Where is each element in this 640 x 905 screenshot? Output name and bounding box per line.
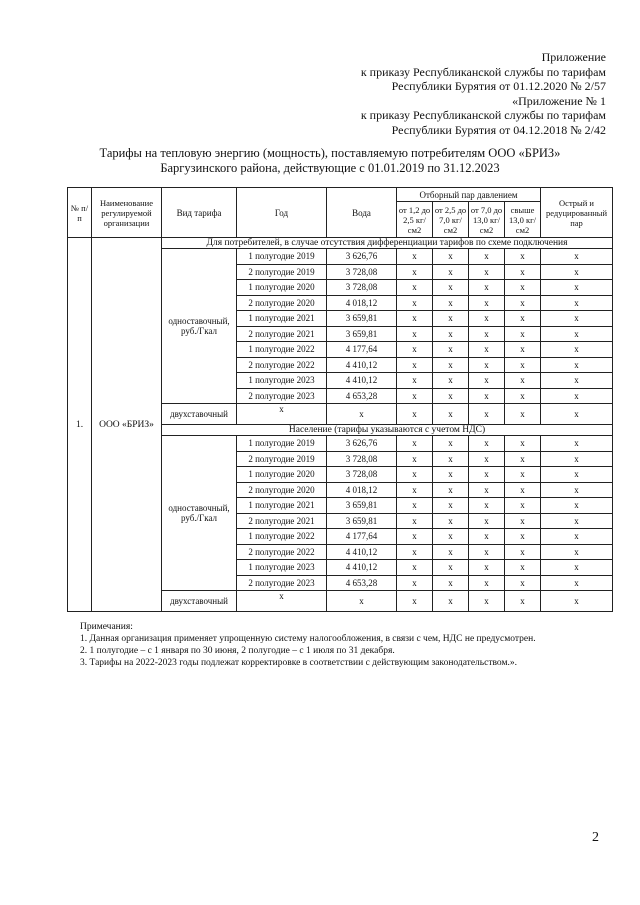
- header-line: Приложение: [541, 50, 606, 64]
- steam-cell: х: [433, 575, 469, 591]
- steam-cell: х: [433, 451, 469, 467]
- steam-cell: х: [397, 451, 433, 467]
- tariff-type-single: одноставочный, руб./Гкал: [162, 436, 237, 591]
- steam-cell: х: [541, 388, 613, 404]
- header-year: Год: [237, 188, 327, 238]
- water-tariff-cell: 3 626,76: [327, 249, 397, 265]
- steam-cell: х: [469, 264, 505, 280]
- steam-cell: х: [469, 467, 505, 483]
- steam-cell: х: [505, 436, 541, 452]
- period-cell: 2 полугодие 2023: [237, 575, 327, 591]
- period-cell: 2 полугодие 2019: [237, 264, 327, 280]
- steam-cell: х: [469, 451, 505, 467]
- steam-cell: х: [505, 264, 541, 280]
- double-rate-cell: х: [469, 591, 505, 612]
- steam-cell: х: [397, 280, 433, 296]
- period-cell: 1 полугодие 2020: [237, 280, 327, 296]
- header-org: Наименование регулируемой организации: [92, 188, 162, 238]
- water-tariff-cell: 4 653,28: [327, 388, 397, 404]
- steam-cell: х: [541, 264, 613, 280]
- steam-cell: х: [433, 311, 469, 327]
- header-line: Республики Бурятия от 04.12.2018 № 2/42: [391, 122, 606, 137]
- section-title: Население (тарифы указываются с учетом НДС): [162, 425, 613, 436]
- period-cell: 1 полугодие 2022: [237, 342, 327, 358]
- water-tariff-cell: 3 659,81: [327, 513, 397, 529]
- steam-cell: х: [433, 342, 469, 358]
- period-cell: 1 полугодие 2019: [237, 249, 327, 265]
- header-line: к приказу Республиканской службы по тарифам: [360, 64, 606, 79]
- steam-cell: х: [433, 326, 469, 342]
- steam-cell: х: [433, 373, 469, 389]
- header-steam-col: от 1,2 до 2,5 кг/см2: [397, 202, 433, 238]
- steam-cell: х: [505, 513, 541, 529]
- steam-cell: х: [541, 326, 613, 342]
- double-rate-cell: х: [505, 404, 541, 425]
- steam-cell: х: [397, 357, 433, 373]
- water-tariff-cell: 3 659,81: [327, 311, 397, 327]
- header-steam-group: Отборный пар давлением: [397, 188, 541, 202]
- water-tariff-cell: 3 626,76: [327, 436, 397, 452]
- steam-cell: х: [397, 529, 433, 545]
- notes-heading: Примечания:: [80, 622, 133, 632]
- steam-cell: х: [433, 513, 469, 529]
- steam-cell: х: [541, 529, 613, 545]
- period-cell: 1 полугодие 2019: [237, 436, 327, 452]
- steam-cell: х: [469, 529, 505, 545]
- steam-cell: х: [469, 575, 505, 591]
- document-title: [70, 146, 590, 176]
- steam-cell: х: [505, 467, 541, 483]
- steam-cell: х: [469, 560, 505, 576]
- note-item: 1. Данная организация применяет упрощенную систему налогообложения, в связи с чем, НДС не предусмотрен.: [80, 634, 536, 644]
- steam-cell: х: [541, 544, 613, 560]
- steam-cell: х: [397, 436, 433, 452]
- water-tariff-cell: 4 410,12: [327, 560, 397, 576]
- steam-cell: х: [541, 467, 613, 483]
- header-line: Республики Бурятия от 01.12.2020 № 2/57: [391, 79, 606, 93]
- notes: [80, 621, 610, 669]
- steam-cell: х: [505, 560, 541, 576]
- steam-cell: х: [397, 264, 433, 280]
- tariff-table: [67, 187, 613, 612]
- water-tariff-cell: 3 728,08: [327, 451, 397, 467]
- steam-cell: х: [397, 560, 433, 576]
- steam-cell: х: [433, 436, 469, 452]
- steam-cell: х: [433, 357, 469, 373]
- period-cell: 1 полугодие 2020: [237, 467, 327, 483]
- title-line-2: Баргузинского района, действующие с 01.01.2019 по 31.12.2023: [160, 161, 500, 175]
- steam-cell: х: [541, 560, 613, 576]
- steam-cell: х: [433, 560, 469, 576]
- steam-cell: х: [541, 513, 613, 529]
- steam-cell: х: [433, 249, 469, 265]
- period-cell: 1 полугодие 2021: [237, 498, 327, 514]
- water-tariff-cell: 3 728,08: [327, 280, 397, 296]
- double-rate-cell: х: [327, 591, 397, 612]
- steam-cell: х: [469, 326, 505, 342]
- period-cell: 2 полугодие 2023: [237, 388, 327, 404]
- steam-cell: х: [541, 482, 613, 498]
- double-rate-cell: х: [433, 404, 469, 425]
- organization-name: ООО «БРИЗ»: [92, 238, 162, 612]
- steam-cell: х: [505, 295, 541, 311]
- steam-cell: х: [397, 467, 433, 483]
- row-number: 1.: [68, 238, 92, 612]
- steam-cell: х: [469, 249, 505, 265]
- appendix-header: [226, 50, 606, 137]
- steam-cell: х: [433, 529, 469, 545]
- steam-cell: х: [433, 295, 469, 311]
- header-line: к приказу Республиканской службы по тарифам: [360, 108, 606, 122]
- steam-cell: х: [397, 373, 433, 389]
- double-rate-cell: х: [541, 404, 613, 425]
- steam-cell: х: [505, 388, 541, 404]
- water-tariff-cell: 3 728,08: [327, 467, 397, 483]
- steam-cell: х: [541, 373, 613, 389]
- steam-cell: х: [397, 498, 433, 514]
- steam-cell: х: [505, 311, 541, 327]
- steam-cell: х: [505, 326, 541, 342]
- page-number: 2: [592, 830, 599, 845]
- period-cell: 1 полугодие 2023: [237, 373, 327, 389]
- period-cell: 1 полугодие 2021: [237, 311, 327, 327]
- steam-cell: х: [397, 342, 433, 358]
- period-cell: 2 полугодие 2020: [237, 482, 327, 498]
- water-tariff-cell: 4 410,12: [327, 544, 397, 560]
- steam-cell: х: [469, 513, 505, 529]
- steam-cell: х: [433, 280, 469, 296]
- period-cell: х: [237, 591, 327, 612]
- water-tariff-cell: 4 177,64: [327, 342, 397, 358]
- steam-cell: х: [397, 482, 433, 498]
- steam-cell: х: [541, 451, 613, 467]
- period-cell: 2 полугодие 2022: [237, 544, 327, 560]
- steam-cell: х: [541, 311, 613, 327]
- water-tariff-cell: 4 410,12: [327, 373, 397, 389]
- section-title: Для потребителей, в случае отсутствия дифференциации тарифов по схеме подключения: [162, 238, 613, 249]
- steam-cell: х: [397, 311, 433, 327]
- steam-cell: х: [469, 436, 505, 452]
- steam-cell: х: [505, 342, 541, 358]
- steam-cell: х: [469, 295, 505, 311]
- steam-cell: х: [505, 451, 541, 467]
- steam-cell: х: [469, 357, 505, 373]
- steam-cell: х: [397, 326, 433, 342]
- steam-cell: х: [505, 529, 541, 545]
- water-tariff-cell: 4 018,12: [327, 295, 397, 311]
- steam-cell: х: [541, 436, 613, 452]
- steam-cell: х: [397, 513, 433, 529]
- header-steam-col: от 2,5 до 7,0 кг/см2: [433, 202, 469, 238]
- double-rate-cell: х: [505, 591, 541, 612]
- steam-cell: х: [469, 342, 505, 358]
- steam-cell: х: [397, 388, 433, 404]
- water-tariff-cell: 4 410,12: [327, 357, 397, 373]
- period-cell: 2 полугодие 2020: [237, 295, 327, 311]
- title-line-1: Тарифы на тепловую энергию (мощность), поставляемую потребителям ООО «БРИЗ»: [99, 146, 561, 160]
- water-tariff-cell: 4 018,12: [327, 482, 397, 498]
- header-sharp-steam: Острый и редуцированный пар: [541, 188, 613, 238]
- water-tariff-cell: 3 728,08: [327, 264, 397, 280]
- double-rate-cell: х: [327, 404, 397, 425]
- tariff-type-double: двухставочный: [162, 404, 237, 425]
- steam-cell: х: [397, 575, 433, 591]
- period-cell: х: [237, 404, 327, 425]
- steam-cell: х: [541, 357, 613, 373]
- steam-cell: х: [469, 482, 505, 498]
- header-steam-col: свыше 13,0 кг/см2: [505, 202, 541, 238]
- steam-cell: х: [397, 249, 433, 265]
- steam-cell: х: [433, 544, 469, 560]
- water-tariff-cell: 3 659,81: [327, 498, 397, 514]
- double-rate-cell: х: [397, 591, 433, 612]
- water-tariff-cell: 3 659,81: [327, 326, 397, 342]
- period-cell: 1 полугодие 2022: [237, 529, 327, 545]
- note-item: 2. 1 полугодие – с 1 января по 30 июня, 2 полугодие – с 1 июля по 31 декабря.: [80, 646, 395, 656]
- steam-cell: х: [433, 498, 469, 514]
- steam-cell: х: [541, 575, 613, 591]
- water-tariff-cell: 4 653,28: [327, 575, 397, 591]
- steam-cell: х: [505, 373, 541, 389]
- steam-cell: х: [541, 342, 613, 358]
- steam-cell: х: [469, 311, 505, 327]
- note-item: 3. Тарифы на 2022-2023 годы подлежат корректировке в соответствии с действующим законодательством.».: [80, 658, 517, 668]
- steam-cell: х: [397, 295, 433, 311]
- steam-cell: х: [505, 280, 541, 296]
- steam-cell: х: [469, 498, 505, 514]
- steam-cell: х: [541, 498, 613, 514]
- steam-cell: х: [541, 280, 613, 296]
- period-cell: 2 полугодие 2021: [237, 326, 327, 342]
- tariff-type-single: одноставочный, руб./Гкал: [162, 249, 237, 404]
- water-tariff-cell: 4 177,64: [327, 529, 397, 545]
- steam-cell: х: [469, 280, 505, 296]
- steam-cell: х: [433, 482, 469, 498]
- steam-cell: х: [541, 295, 613, 311]
- steam-cell: х: [541, 249, 613, 265]
- period-cell: 1 полугодие 2023: [237, 560, 327, 576]
- double-rate-cell: х: [541, 591, 613, 612]
- header-tariff-type: Вид тарифа: [162, 188, 237, 238]
- double-rate-cell: х: [397, 404, 433, 425]
- steam-cell: х: [433, 264, 469, 280]
- steam-cell: х: [505, 544, 541, 560]
- steam-cell: х: [469, 373, 505, 389]
- header-num: № п/п: [68, 188, 92, 238]
- header-line: «Приложение № 1: [512, 93, 606, 108]
- steam-cell: х: [433, 467, 469, 483]
- steam-cell: х: [505, 498, 541, 514]
- period-cell: 2 полугодие 2021: [237, 513, 327, 529]
- tariff-type-double: двухставочный: [162, 591, 237, 612]
- steam-cell: х: [505, 575, 541, 591]
- double-rate-cell: х: [433, 591, 469, 612]
- header-steam-col: от 7,0 до 13,0 кг/см2: [469, 202, 505, 238]
- steam-cell: х: [505, 249, 541, 265]
- steam-cell: х: [397, 544, 433, 560]
- steam-cell: х: [505, 357, 541, 373]
- header-water: Вода: [327, 188, 397, 238]
- period-cell: 2 полугодие 2019: [237, 451, 327, 467]
- steam-cell: х: [469, 388, 505, 404]
- double-rate-cell: х: [469, 404, 505, 425]
- steam-cell: х: [433, 388, 469, 404]
- section-title-row: [68, 238, 613, 249]
- steam-cell: х: [505, 482, 541, 498]
- period-cell: 2 полугодие 2022: [237, 357, 327, 373]
- steam-cell: х: [469, 544, 505, 560]
